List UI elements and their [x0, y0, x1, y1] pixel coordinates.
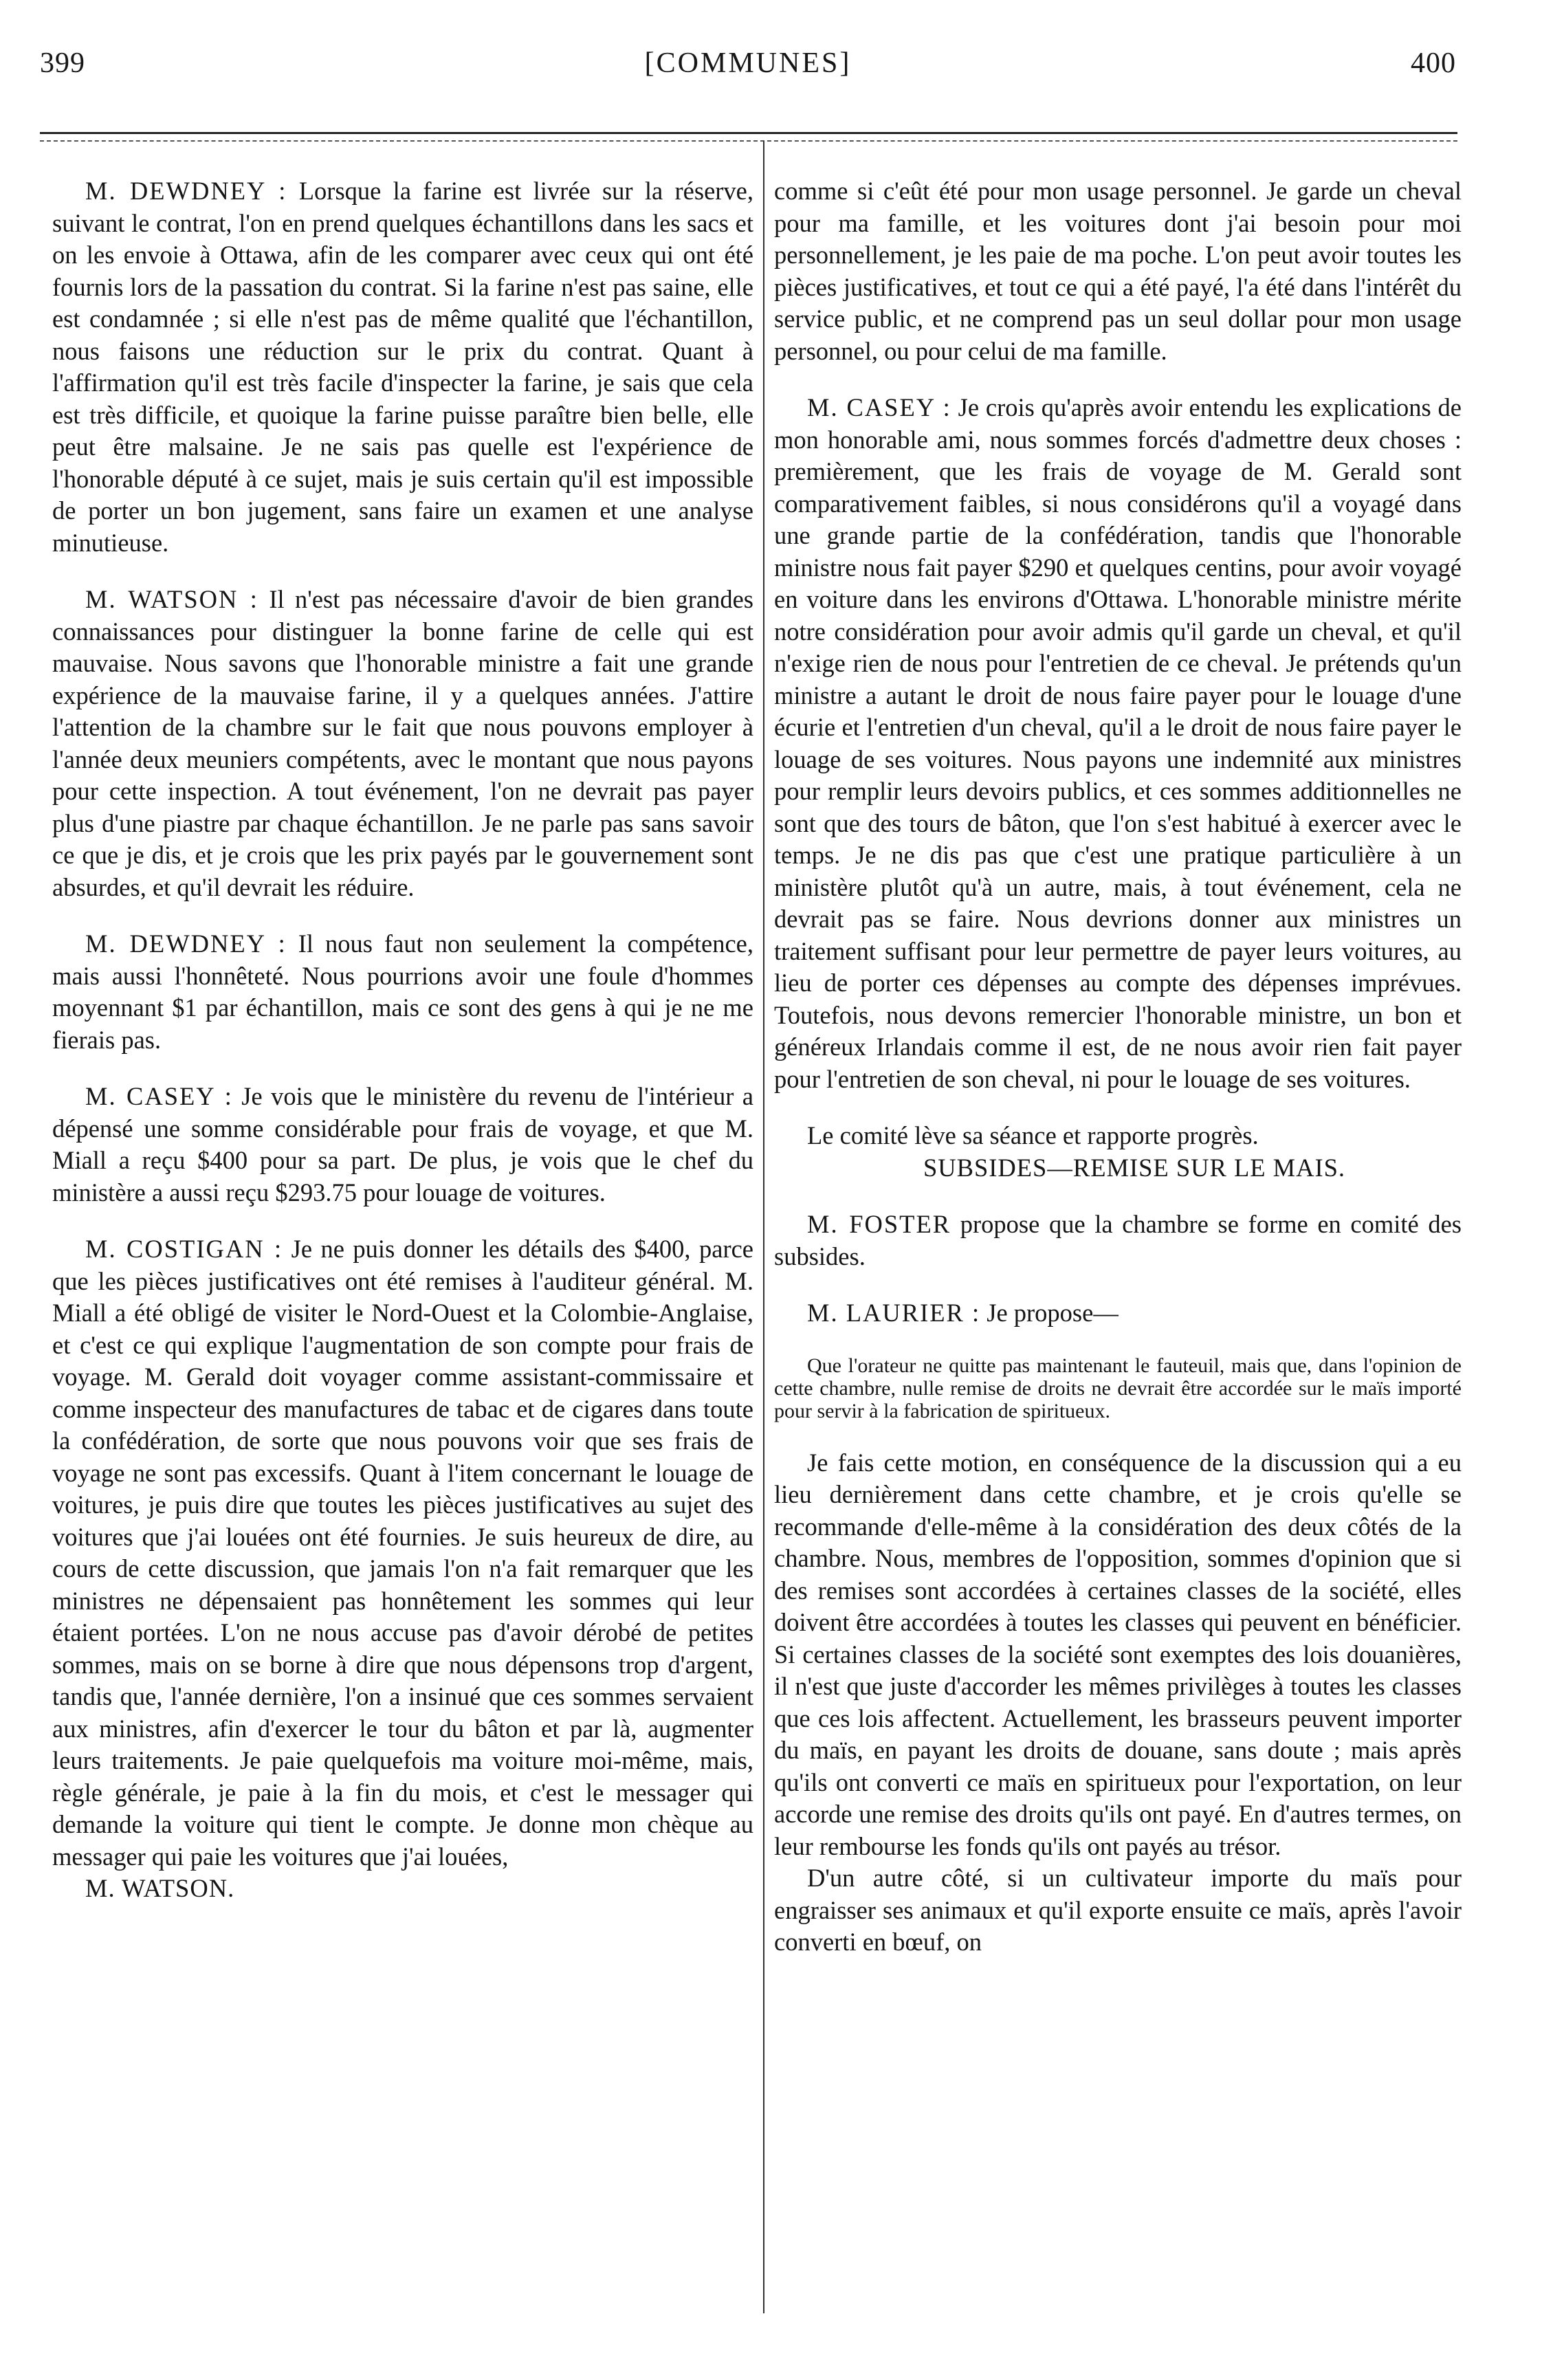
paragraph-watson — [52, 584, 753, 903]
signature-watson: M. WATSON. — [85, 1874, 235, 1902]
paragraph-laurier-continued: D'un autre côté, si un cultivateur importe du maïs pour engraisser ses animaux et qu'il exporte ensuite ce maïs, après l'avoir converti en bœuf, on — [774, 1864, 1462, 1956]
paragraph-dewdney-2 — [52, 928, 753, 1056]
speaker-name: M. COSTIGAN : — [85, 1235, 283, 1263]
section-heading: SUBSIDES—REMISE SUR LE MAIS. — [923, 1153, 1346, 1182]
header-rule-dashed — [40, 140, 1457, 142]
page-header — [40, 47, 1456, 95]
left-column — [52, 175, 753, 1930]
paragraph-text: Lorsque la farine est livrée sur la réserve, suivant le contrat, l'on en prend quelques échantillons dans les sacs et on les envoie à Ottawa, afin de les comparer avec ceux qui ont été fournis lors de la passation du contrat. Si la farine n'est pas saine, elle est condamnée ; si elle n'est pas de même qualité que l'échantillon, nous faisons une réduction sur le prix du contrat. Quant à l'affirmation qu'il est très facile d'inspecter la farine, je sais que cela est très difficile, et quoique la farine puisse paraître bien belle, elle peut être malsaine. Je ne sais pas quelle est l'expérience de l'honorable député à ce sujet, mais je suis certain qu'il est impossible de porter un bon jugement, sans faire un examen et une analyse minutieuse. — [52, 177, 753, 557]
speaker-name: M. WATSON : — [85, 585, 258, 613]
paragraph-costigan — [52, 1233, 753, 1873]
paragraph-casey-2 — [774, 392, 1462, 1095]
speaker-name: M. FOSTER — [807, 1210, 951, 1238]
speaker-name: M. LAURIER : — [807, 1299, 981, 1327]
paragraph-foster — [774, 1209, 1462, 1272]
paragraph-text: Je ne puis donner les détails des $400, parce que les pièces justificatives ont été remises à l'auditeur général. M. Miall a été obligé de visiter le Nord-Ouest et la Colombie-Anglaise, et c'est ce qui explique l'augmentation de son compte pour frais de voyage. M. Gerald doit voyager comme assistant-commissaire et comme inspecteur des manufactures de tabac et de cigares dans toute la confédération, de sorte que nous pouvons voir que ses frais de voyage ne sont pas excessifs. Quant à l'item concernant le louage de voitures, je puis dire que toutes les pièces justificatives au sujet des voitures que j'ai louées ont été fournies. Je suis heureux de dire, au cours de cette discussion, que jamais l'on n'a fait remarquer que les ministres ne dépensaient pas honnêtement les sommes qui leur étaient portées. L'on ne nous accuse pas d'avoir dérobé de petites sommes, mais on se borne à dire que nous dépensons trop d'argent, tandis que, l'année dernière, l'on a insinué que ces sommes servaient aux ministres, afin d'exercer le tour du bâton et par là, augmenter leurs traitements. Je paie quelquefois ma voiture moi-même, mais, règle générale, je paie à la fin du mois, et c'est le messager qui demande la voiture qui tient le compte. Je donne mon chèque au messager qui paie les voitures que j'ai louées, — [52, 1235, 754, 1871]
speaker-name: M. DEWDNEY : — [85, 177, 287, 205]
paragraph-casey-1 — [52, 1081, 753, 1209]
paragraph-laurier-motion: Je fais cette motion, en conséquence de la discussion qui a eu lieu dernièrement dans cette chambre, et je crois qu'elle se recommande d'elle-même à la considération des deux côtés de la chambre. Nous, membres de l'opposition, sommes d'opinion que si des remises sont accordées à certaines classes de la société, elles doivent être accordées à toutes les classes qui peuvent en bénéficier. Si certaines classes de la société sont exemptes des lois douanières, il n'est que juste d'accorder les mêmes privilèges à toutes les classes que ces lois affectent. Actuellement, les brasseurs peuvent importer du maïs, en payant les droits de douane, sans doute ; mais après qu'ils ont converti ce maïs en spiritueux pour l'exportation, on leur accorde une remise des droits qu'ils ont payé. En d'autres termes, on leur rembourse les fonds qu'ils ont payés au trésor. — [774, 1448, 1462, 1860]
speaker-name: M. CASEY : — [807, 393, 951, 421]
paragraph-dewdney-1 — [52, 175, 753, 559]
running-title: [COMMUNES] — [644, 47, 852, 79]
paragraph-text: Je vois que le ministère du revenu de l'intérieur a dépensé une somme considérable pour frais de voyage, et que M. Miall a reçu $400 pour sa part. De plus, je vois que le chef du ministère a aussi reçu $293.75 pour louage de voitures. — [52, 1082, 753, 1206]
paragraph-costigan-continued: comme si c'eût été pour mon usage personnel. Je garde un cheval pour ma famille, et les voitures dont j'ai besoin pour moi personnellement, je les paie de ma poche. L'on peut avoir toutes les pièces justificatives, et tout ce qui a été payé, l'a été dans l'intérêt du service public, et ne comprend pas un seul dollar pour mon usage personnel, ou pour celui de ma famille. — [774, 177, 1462, 365]
paragraph-text: Il nous faut non seulement la compétence, mais aussi l'honnêteté. Nous pourrions avoir une foule d'hommes moyennant $1 par échantillon, mais ce sont des gens à qui je ne me fierais pas. — [52, 929, 753, 1054]
motion-text: Que l'orateur ne quitte pas maintenant le fauteuil, mais que, dans l'opinion de cette chambre, nulle remise de droits ne devrait être accordée sur le maïs importé pour servir à la fabrication de spiritueux. — [774, 1354, 1462, 1422]
page-number-left: 399 — [40, 47, 85, 79]
speaker-name: M. DEWDNEY : — [85, 929, 287, 958]
paragraph-laurier — [774, 1297, 1462, 1330]
committee-note: Le comité lève sa séance et rapporte progrès. — [807, 1121, 1259, 1149]
paragraph-text: Il n'est pas nécessaire d'avoir de bien grandes connaissances pour distinguer la bonne farine de celle qui est mauvaise. Nous savons que l'honorable ministre a fait une grande expérience de la mauvaise farine, il y a quelques années. J'attire l'attention de la chambre sur le fait que nous pouvons employer à l'année deux meuniers compétents, avec le montant que nous payons pour cette inspection. A tout événement, l'on ne devrait pas payer plus d'une piastre par chaque échantillon. Je ne parle pas sans savoir ce que je dis, et je crois que les prix payés par le gouvernement sont absurdes, et qu'il devrait les réduire. — [52, 585, 754, 901]
column-divider — [763, 141, 764, 2313]
paragraph-text: Je propose— — [987, 1299, 1119, 1327]
speaker-name: M. CASEY : — [85, 1082, 233, 1110]
page-number-right: 400 — [1411, 47, 1456, 79]
header-rule — [40, 132, 1457, 134]
paragraph-text: propose que la chambre se forme en comité des subsides. — [774, 1210, 1462, 1270]
right-column — [774, 175, 1462, 1959]
paragraph-text: Je crois qu'après avoir entendu les explications de mon honorable ami, nous sommes forcés d'admettre deux choses : premièrement, que les frais de voyage de M. Gerald sont comparativement faibles, si nous considérons qu'il a voyagé dans une grande partie de la confédération, tandis que l'honorable ministre nous fait payer $290 et quelques centins, pour avoir voyagé en voiture dans les environs d'Ottawa. L'honorable ministre mérite notre considération pour avoir admis qu'il garde un cheval, et qu'il n'exige rien de nous pour l'entretien de ce cheval. Je prétends qu'un ministre a autant le droit de nous faire payer pour le louage d'une écurie et l'entretien d'un cheval, qu'il a le droit de nous faire payer le louage de ses voitures. Nous payons une indemnité aux ministres pour remplir leurs devoirs publics, et ces sommes additionnelles ne sont que des tours de bâton, que l'on s'est habitué à exercer avec le temps. Je ne dis pas que c'est une pratique particulière à un ministère plutôt qu'à un autre, mais, à tout événement, cela ne devrait pas se faire. Nous devrions donner aux ministres un traitement suffisant pour leur permettre de payer leurs voitures, au lieu de porter ces dépenses au compte des dépenses imprévues. Toutefois, nous devons remercier l'honorable ministre, un bon et généreux Irlandais comme il est, de ne nous avoir rien fait payer pour l'entretien de son cheval, ni pour le louage de ses voitures. — [774, 393, 1462, 1093]
